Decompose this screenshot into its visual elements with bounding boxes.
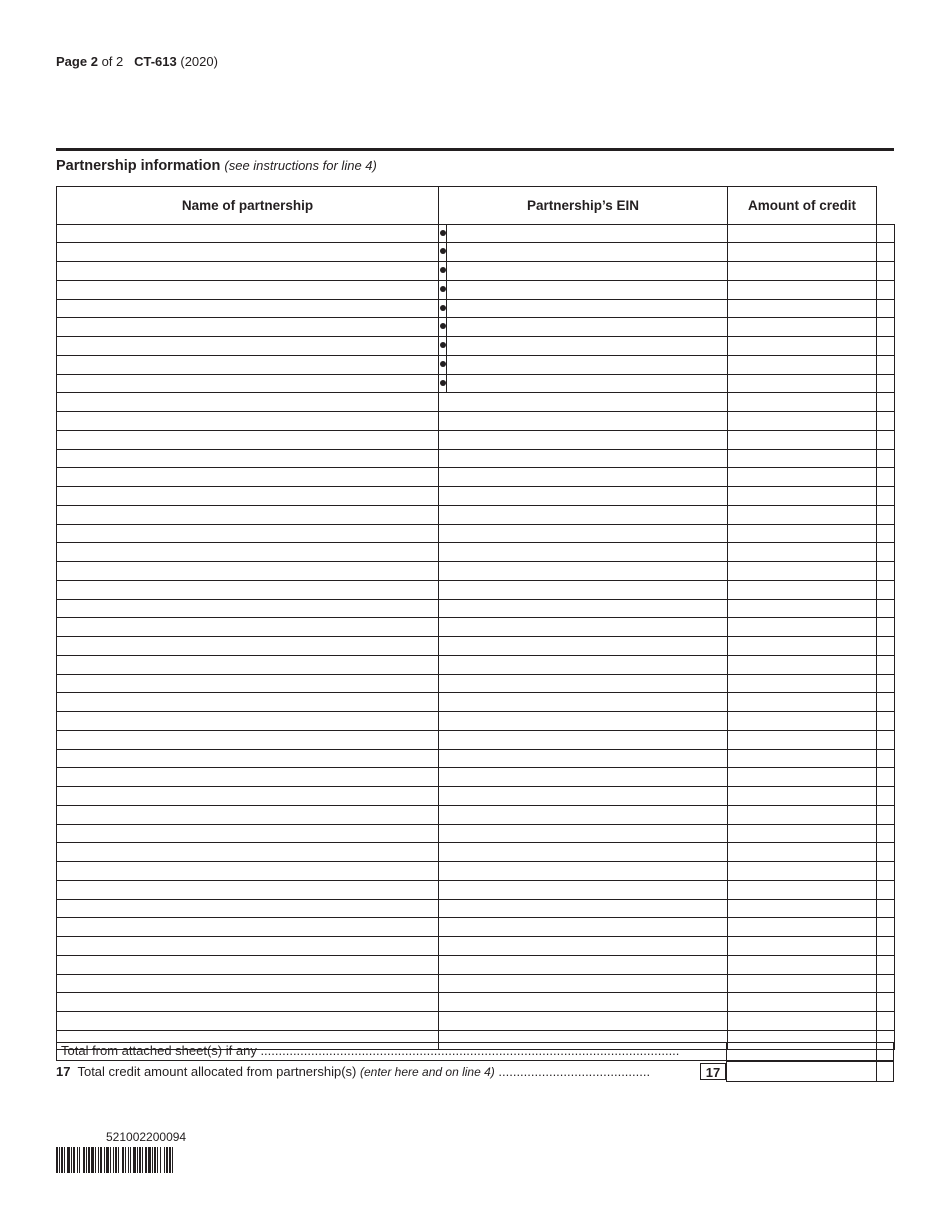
table-row bbox=[57, 562, 895, 581]
partnership-ein-cell[interactable] bbox=[439, 787, 728, 806]
partnership-name-cell[interactable] bbox=[57, 993, 439, 1012]
table-row bbox=[57, 768, 895, 787]
partnership-ein-cell[interactable] bbox=[439, 637, 728, 656]
credit-amount-cell[interactable] bbox=[728, 487, 877, 506]
table-row bbox=[57, 1012, 895, 1031]
table-row bbox=[57, 880, 895, 899]
credit-cents-cell[interactable] bbox=[877, 655, 895, 674]
partnership-name-cell[interactable] bbox=[57, 299, 439, 318]
credit-cents-cell[interactable] bbox=[877, 918, 895, 937]
partnership-ein-cell[interactable] bbox=[439, 412, 728, 431]
partnership-ein-cell[interactable] bbox=[439, 843, 728, 862]
barcode-bar bbox=[125, 1147, 126, 1173]
line-17-amount-field[interactable] bbox=[726, 1062, 877, 1082]
partnership-name-cell[interactable] bbox=[57, 787, 439, 806]
barcode-bar bbox=[73, 1147, 75, 1173]
barcode-bar bbox=[152, 1147, 153, 1173]
table-row bbox=[57, 674, 895, 693]
table-row bbox=[57, 524, 895, 543]
table-row bbox=[57, 224, 895, 243]
credit-cents-cell[interactable] bbox=[877, 618, 895, 637]
barcode-bar bbox=[67, 1147, 70, 1173]
credit-cents-cell[interactable] bbox=[877, 787, 895, 806]
table-row bbox=[57, 280, 895, 299]
credit-amount-cell[interactable] bbox=[728, 749, 877, 768]
partnership-name-cell[interactable] bbox=[57, 618, 439, 637]
partnership-ein-cell[interactable] bbox=[439, 805, 728, 824]
section-title-text: Partnership information bbox=[56, 158, 221, 174]
credit-amount-cell[interactable] bbox=[728, 430, 877, 449]
credit-cents-cell[interactable] bbox=[877, 749, 895, 768]
barcode-bar bbox=[59, 1147, 60, 1173]
partnership-name-cell[interactable] bbox=[57, 487, 439, 506]
line-17-label: 17 Total credit amount allocated from partnership(s) (enter here and on line 4) .......................................... bbox=[56, 1064, 651, 1079]
credit-cents-cell[interactable] bbox=[877, 637, 895, 656]
barcode-bar bbox=[86, 1147, 87, 1173]
credit-amount-cell[interactable] bbox=[728, 224, 877, 243]
credit-amount-cell[interactable] bbox=[728, 318, 877, 337]
ein-separator bbox=[446, 337, 447, 355]
barcode-bar bbox=[169, 1147, 171, 1173]
credit-cents-cell[interactable] bbox=[877, 693, 895, 712]
table-row bbox=[57, 693, 895, 712]
partnership-name-cell[interactable] bbox=[57, 843, 439, 862]
credit-cents-cell[interactable] bbox=[877, 393, 895, 412]
table-row bbox=[57, 487, 895, 506]
partnership-name-cell[interactable] bbox=[57, 393, 439, 412]
credit-amount-cell[interactable] bbox=[728, 355, 877, 374]
partnership-name-cell[interactable] bbox=[57, 599, 439, 618]
partnership-ein-cell[interactable] bbox=[439, 562, 728, 581]
barcode-bar bbox=[110, 1147, 111, 1173]
barcode-bar bbox=[145, 1147, 147, 1173]
partnership-ein-cell[interactable] bbox=[439, 262, 728, 281]
credit-amount-cell[interactable] bbox=[728, 974, 877, 993]
partnership-ein-cell[interactable] bbox=[439, 543, 728, 562]
page-header bbox=[56, 54, 218, 69]
barcode-bar bbox=[172, 1147, 173, 1173]
credit-amount-cell[interactable] bbox=[728, 712, 877, 731]
partnership-name-cell[interactable] bbox=[57, 674, 439, 693]
credit-amount-cell[interactable] bbox=[728, 618, 877, 637]
credit-amount-cell[interactable] bbox=[728, 843, 877, 862]
credit-amount-cell[interactable] bbox=[728, 543, 877, 562]
barcode-bar bbox=[56, 1147, 58, 1173]
credit-amount-cell[interactable] bbox=[728, 655, 877, 674]
column-header-amount: Amount of credit bbox=[728, 187, 877, 225]
partnership-name-cell[interactable] bbox=[57, 824, 439, 843]
barcode-bar bbox=[118, 1147, 119, 1173]
credit-amount-cell[interactable] bbox=[728, 862, 877, 881]
credit-cents-cell[interactable] bbox=[877, 487, 895, 506]
form-id: CT-613 bbox=[134, 54, 177, 69]
partnership-ein-cell[interactable] bbox=[439, 1012, 728, 1031]
total-attached-label: Total from attached sheet(s) if any .................................................................................................................... bbox=[61, 1043, 680, 1058]
credit-cents-cell[interactable] bbox=[877, 993, 895, 1012]
page-number: 2 bbox=[90, 54, 98, 69]
credit-amount-cell[interactable] bbox=[728, 824, 877, 843]
line-17-box-label: 17 bbox=[700, 1063, 726, 1080]
credit-cents-cell[interactable] bbox=[877, 843, 895, 862]
column-header-name: Name of partnership bbox=[57, 187, 439, 225]
credit-amount-cell[interactable] bbox=[728, 299, 877, 318]
barcode-bar bbox=[128, 1147, 129, 1173]
partnership-name-cell[interactable] bbox=[57, 749, 439, 768]
barcode-bar bbox=[154, 1147, 156, 1173]
credit-amount-cell[interactable] bbox=[728, 674, 877, 693]
ein-separator bbox=[446, 262, 447, 280]
barcode-bar bbox=[64, 1147, 65, 1173]
table-row bbox=[57, 318, 895, 337]
credit-cents-cell[interactable] bbox=[877, 974, 895, 993]
table-row bbox=[57, 655, 895, 674]
ein-separator bbox=[446, 300, 447, 318]
barcode-bar bbox=[142, 1147, 143, 1173]
barcode bbox=[56, 1147, 240, 1173]
barcode-bar bbox=[130, 1147, 131, 1173]
credit-amount-cell[interactable] bbox=[728, 262, 877, 281]
table-row bbox=[57, 993, 895, 1012]
credit-cents-cell[interactable] bbox=[877, 449, 895, 468]
credit-amount-cell[interactable] bbox=[728, 449, 877, 468]
barcode-bar bbox=[91, 1147, 94, 1173]
table-row bbox=[57, 299, 895, 318]
credit-amount-cell[interactable] bbox=[728, 562, 877, 581]
credit-amount-cell[interactable] bbox=[728, 805, 877, 824]
credit-amount-cell[interactable] bbox=[728, 693, 877, 712]
partnership-ein-cell[interactable] bbox=[439, 749, 728, 768]
table-row bbox=[57, 355, 895, 374]
partnership-ein-cell[interactable] bbox=[439, 693, 728, 712]
credit-amount-cell[interactable] bbox=[728, 880, 877, 899]
barcode-bar bbox=[106, 1147, 109, 1173]
credit-cents-cell[interactable] bbox=[877, 280, 895, 299]
partnership-ein-cell[interactable] bbox=[439, 243, 728, 262]
table-row bbox=[57, 730, 895, 749]
credit-cents-cell[interactable] bbox=[877, 412, 895, 431]
partnership-ein-cell[interactable] bbox=[439, 655, 728, 674]
line-17 bbox=[56, 1062, 894, 1082]
barcode-bar bbox=[133, 1147, 136, 1173]
table-row bbox=[57, 449, 895, 468]
table-row bbox=[57, 468, 895, 487]
table-header-row bbox=[57, 187, 895, 225]
barcode-bar bbox=[83, 1147, 85, 1173]
partnership-name-cell[interactable] bbox=[57, 543, 439, 562]
credit-cents-cell[interactable] bbox=[877, 580, 895, 599]
ein-separator bbox=[446, 281, 447, 299]
credit-cents-cell[interactable] bbox=[877, 1012, 895, 1031]
credit-amount-cell[interactable] bbox=[728, 412, 877, 431]
line-17-cents-field[interactable] bbox=[876, 1062, 894, 1082]
partnership-ein-cell[interactable] bbox=[439, 355, 728, 374]
table-row bbox=[57, 824, 895, 843]
partnership-ein-cell[interactable] bbox=[439, 955, 728, 974]
barcode-bar bbox=[79, 1147, 80, 1173]
credit-cents-cell[interactable] bbox=[877, 880, 895, 899]
credit-amount-cell[interactable] bbox=[728, 768, 877, 787]
table-row bbox=[57, 843, 895, 862]
table-row bbox=[57, 862, 895, 881]
barcode-bar bbox=[164, 1147, 165, 1173]
barcode-bar bbox=[148, 1147, 151, 1173]
credit-amount-cell[interactable] bbox=[728, 505, 877, 524]
credit-cents-cell[interactable] bbox=[877, 862, 895, 881]
ein-separator bbox=[446, 375, 447, 393]
partnership-ein-cell[interactable] bbox=[439, 993, 728, 1012]
barcode-bar bbox=[104, 1147, 105, 1173]
partnership-ein-cell[interactable] bbox=[439, 768, 728, 787]
partnership-name-cell[interactable] bbox=[57, 468, 439, 487]
barcode-bar bbox=[100, 1147, 102, 1173]
partnership-ein-cell[interactable] bbox=[439, 618, 728, 637]
partnership-name-cell[interactable] bbox=[57, 805, 439, 824]
table-row bbox=[57, 374, 895, 393]
section-title bbox=[56, 158, 377, 174]
credit-cents-cell[interactable] bbox=[877, 824, 895, 843]
credit-amount-cell[interactable] bbox=[728, 955, 877, 974]
table-row bbox=[57, 637, 895, 656]
barcode-bar bbox=[160, 1147, 161, 1173]
barcode-bar bbox=[166, 1147, 168, 1173]
partnership-ein-cell[interactable] bbox=[439, 393, 728, 412]
partnership-name-cell[interactable] bbox=[57, 318, 439, 337]
barcode-bar bbox=[122, 1147, 124, 1173]
partnership-name-cell[interactable] bbox=[57, 974, 439, 993]
credit-cents-cell[interactable] bbox=[877, 955, 895, 974]
barcode-bar bbox=[139, 1147, 141, 1173]
partnership-name-cell[interactable] bbox=[57, 412, 439, 431]
credit-amount-cell[interactable] bbox=[728, 993, 877, 1012]
barcode-number: 521002200094 bbox=[106, 1130, 187, 1144]
partnership-name-cell[interactable] bbox=[57, 430, 439, 449]
credit-amount-cell[interactable] bbox=[728, 243, 877, 262]
form-year: (2020) bbox=[180, 54, 218, 69]
partnership-name-cell[interactable] bbox=[57, 693, 439, 712]
section-subtitle: (see instructions for line 4) bbox=[224, 158, 377, 173]
table-row bbox=[57, 787, 895, 806]
credit-cents-cell[interactable] bbox=[877, 224, 895, 243]
barcode-bar bbox=[71, 1147, 72, 1173]
partnership-ein-cell[interactable] bbox=[439, 974, 728, 993]
credit-cents-cell[interactable] bbox=[877, 805, 895, 824]
partnership-ein-cell[interactable] bbox=[439, 524, 728, 543]
credit-cents-cell[interactable] bbox=[877, 674, 895, 693]
credit-amount-cell[interactable] bbox=[728, 899, 877, 918]
partnership-name-cell[interactable] bbox=[57, 1012, 439, 1031]
table-row bbox=[57, 543, 895, 562]
partnership-ein-cell[interactable] bbox=[439, 862, 728, 881]
partnership-name-cell[interactable] bbox=[57, 712, 439, 731]
partnership-ein-cell[interactable] bbox=[439, 918, 728, 937]
partnership-name-cell[interactable] bbox=[57, 562, 439, 581]
credit-amount-cell[interactable] bbox=[728, 599, 877, 618]
partnership-ein-cell[interactable] bbox=[439, 580, 728, 599]
credit-cents-cell[interactable] bbox=[877, 899, 895, 918]
credit-cents-cell[interactable] bbox=[877, 768, 895, 787]
credit-cents-cell[interactable] bbox=[877, 430, 895, 449]
partnership-name-cell[interactable] bbox=[57, 637, 439, 656]
partnership-ein-cell[interactable] bbox=[439, 337, 728, 356]
table-body bbox=[57, 224, 895, 1049]
credit-cents-cell[interactable] bbox=[877, 318, 895, 337]
partnership-ein-cell[interactable] bbox=[439, 299, 728, 318]
table-row bbox=[57, 580, 895, 599]
partnership-ein-cell[interactable] bbox=[439, 712, 728, 731]
partnership-name-cell[interactable] bbox=[57, 730, 439, 749]
partnership-name-cell[interactable] bbox=[57, 880, 439, 899]
credit-cents-cell[interactable] bbox=[877, 243, 895, 262]
barcode-bar bbox=[157, 1147, 158, 1173]
total-attached-amount-field[interactable] bbox=[726, 1042, 877, 1061]
table-row bbox=[57, 805, 895, 824]
credit-cents-cell[interactable] bbox=[877, 505, 895, 524]
partnership-ein-cell[interactable] bbox=[439, 599, 728, 618]
partnership-name-cell[interactable] bbox=[57, 768, 439, 787]
partnership-name-cell[interactable] bbox=[57, 243, 439, 262]
credit-cents-cell[interactable] bbox=[877, 562, 895, 581]
partnership-ein-cell[interactable] bbox=[439, 730, 728, 749]
credit-amount-cell[interactable] bbox=[728, 580, 877, 599]
credit-amount-cell[interactable] bbox=[728, 393, 877, 412]
credit-cents-cell[interactable] bbox=[877, 543, 895, 562]
partnership-ein-cell[interactable] bbox=[439, 468, 728, 487]
credit-cents-cell[interactable] bbox=[877, 599, 895, 618]
table-row bbox=[57, 749, 895, 768]
partnership-name-cell[interactable] bbox=[57, 580, 439, 599]
table-row bbox=[57, 974, 895, 993]
partnership-ein-cell[interactable] bbox=[439, 374, 728, 393]
table-row bbox=[57, 618, 895, 637]
total-attached-cents-field[interactable] bbox=[876, 1042, 894, 1061]
barcode-bar bbox=[88, 1147, 90, 1173]
partnership-name-cell[interactable] bbox=[57, 355, 439, 374]
credit-cents-cell[interactable] bbox=[877, 937, 895, 956]
credit-amount-cell[interactable] bbox=[728, 374, 877, 393]
credit-cents-cell[interactable] bbox=[877, 524, 895, 543]
partnership-name-cell[interactable] bbox=[57, 524, 439, 543]
credit-cents-cell[interactable] bbox=[877, 712, 895, 731]
table-row bbox=[57, 337, 895, 356]
partnership-ein-cell[interactable] bbox=[439, 318, 728, 337]
credit-cents-cell[interactable] bbox=[877, 299, 895, 318]
table-row bbox=[57, 243, 895, 262]
credit-cents-cell[interactable] bbox=[877, 337, 895, 356]
partnership-name-cell[interactable] bbox=[57, 918, 439, 937]
partnership-ein-cell[interactable] bbox=[439, 674, 728, 693]
partnership-ein-cell[interactable] bbox=[439, 824, 728, 843]
barcode-bar bbox=[77, 1147, 78, 1173]
credit-cents-cell[interactable] bbox=[877, 730, 895, 749]
partnership-name-cell[interactable] bbox=[57, 374, 439, 393]
partnership-name-cell[interactable] bbox=[57, 262, 439, 281]
partnership-name-cell[interactable] bbox=[57, 449, 439, 468]
table-row bbox=[57, 393, 895, 412]
table-row bbox=[57, 505, 895, 524]
barcode-bar bbox=[95, 1147, 96, 1173]
column-header-ein: Partnership’s EIN bbox=[439, 187, 728, 225]
partnership-ein-cell[interactable] bbox=[439, 449, 728, 468]
credit-amount-cell[interactable] bbox=[728, 1012, 877, 1031]
table-row bbox=[57, 918, 895, 937]
credit-amount-cell[interactable] bbox=[728, 730, 877, 749]
partnership-name-cell[interactable] bbox=[57, 280, 439, 299]
partnership-ein-cell[interactable] bbox=[439, 487, 728, 506]
table-row bbox=[57, 937, 895, 956]
partnership-ein-cell[interactable] bbox=[439, 430, 728, 449]
partnership-table bbox=[56, 186, 895, 1050]
barcode-bar bbox=[98, 1147, 99, 1173]
partnership-name-cell[interactable] bbox=[57, 505, 439, 524]
credit-cents-cell[interactable] bbox=[877, 355, 895, 374]
credit-amount-cell[interactable] bbox=[728, 337, 877, 356]
table-row bbox=[57, 430, 895, 449]
page-label: Page bbox=[56, 54, 88, 69]
credit-amount-cell[interactable] bbox=[728, 524, 877, 543]
partnership-name-cell[interactable] bbox=[57, 937, 439, 956]
credit-cents-cell[interactable] bbox=[877, 262, 895, 281]
column-header-cents bbox=[877, 187, 895, 225]
table-row bbox=[57, 599, 895, 618]
barcode-bar bbox=[113, 1147, 114, 1173]
table-row bbox=[57, 412, 895, 431]
barcode-bar bbox=[61, 1147, 63, 1173]
table-row bbox=[57, 899, 895, 918]
section-divider bbox=[56, 148, 894, 151]
table-row bbox=[57, 712, 895, 731]
partnership-ein-cell[interactable] bbox=[439, 280, 728, 299]
credit-amount-cell[interactable] bbox=[728, 468, 877, 487]
credit-cents-cell[interactable] bbox=[877, 468, 895, 487]
partnership-ein-cell[interactable] bbox=[439, 224, 728, 243]
table-row bbox=[57, 955, 895, 974]
barcode-bar bbox=[115, 1147, 117, 1173]
partnership-name-cell[interactable] bbox=[57, 862, 439, 881]
partnership-ein-cell[interactable] bbox=[439, 937, 728, 956]
partnership-name-cell[interactable] bbox=[57, 955, 439, 974]
ein-separator bbox=[446, 225, 447, 243]
table-row bbox=[57, 262, 895, 281]
credit-amount-cell[interactable] bbox=[728, 637, 877, 656]
credit-cents-cell[interactable] bbox=[877, 374, 895, 393]
ein-separator bbox=[446, 243, 447, 261]
page-total: of 2 bbox=[101, 54, 124, 69]
partnership-name-cell[interactable] bbox=[57, 899, 439, 918]
ein-separator bbox=[446, 356, 447, 374]
partnership-name-cell[interactable] bbox=[57, 337, 439, 356]
barcode-bar bbox=[137, 1147, 138, 1173]
partnership-name-cell[interactable] bbox=[57, 224, 439, 243]
credit-amount-cell[interactable] bbox=[728, 918, 877, 937]
partnership-ein-cell[interactable] bbox=[439, 880, 728, 899]
total-attached-row bbox=[56, 1042, 894, 1061]
credit-amount-cell[interactable] bbox=[728, 787, 877, 806]
ein-separator bbox=[446, 318, 447, 336]
partnership-name-cell[interactable] bbox=[57, 655, 439, 674]
credit-amount-cell[interactable] bbox=[728, 280, 877, 299]
partnership-ein-cell[interactable] bbox=[439, 505, 728, 524]
partnership-ein-cell[interactable] bbox=[439, 899, 728, 918]
credit-amount-cell[interactable] bbox=[728, 937, 877, 956]
